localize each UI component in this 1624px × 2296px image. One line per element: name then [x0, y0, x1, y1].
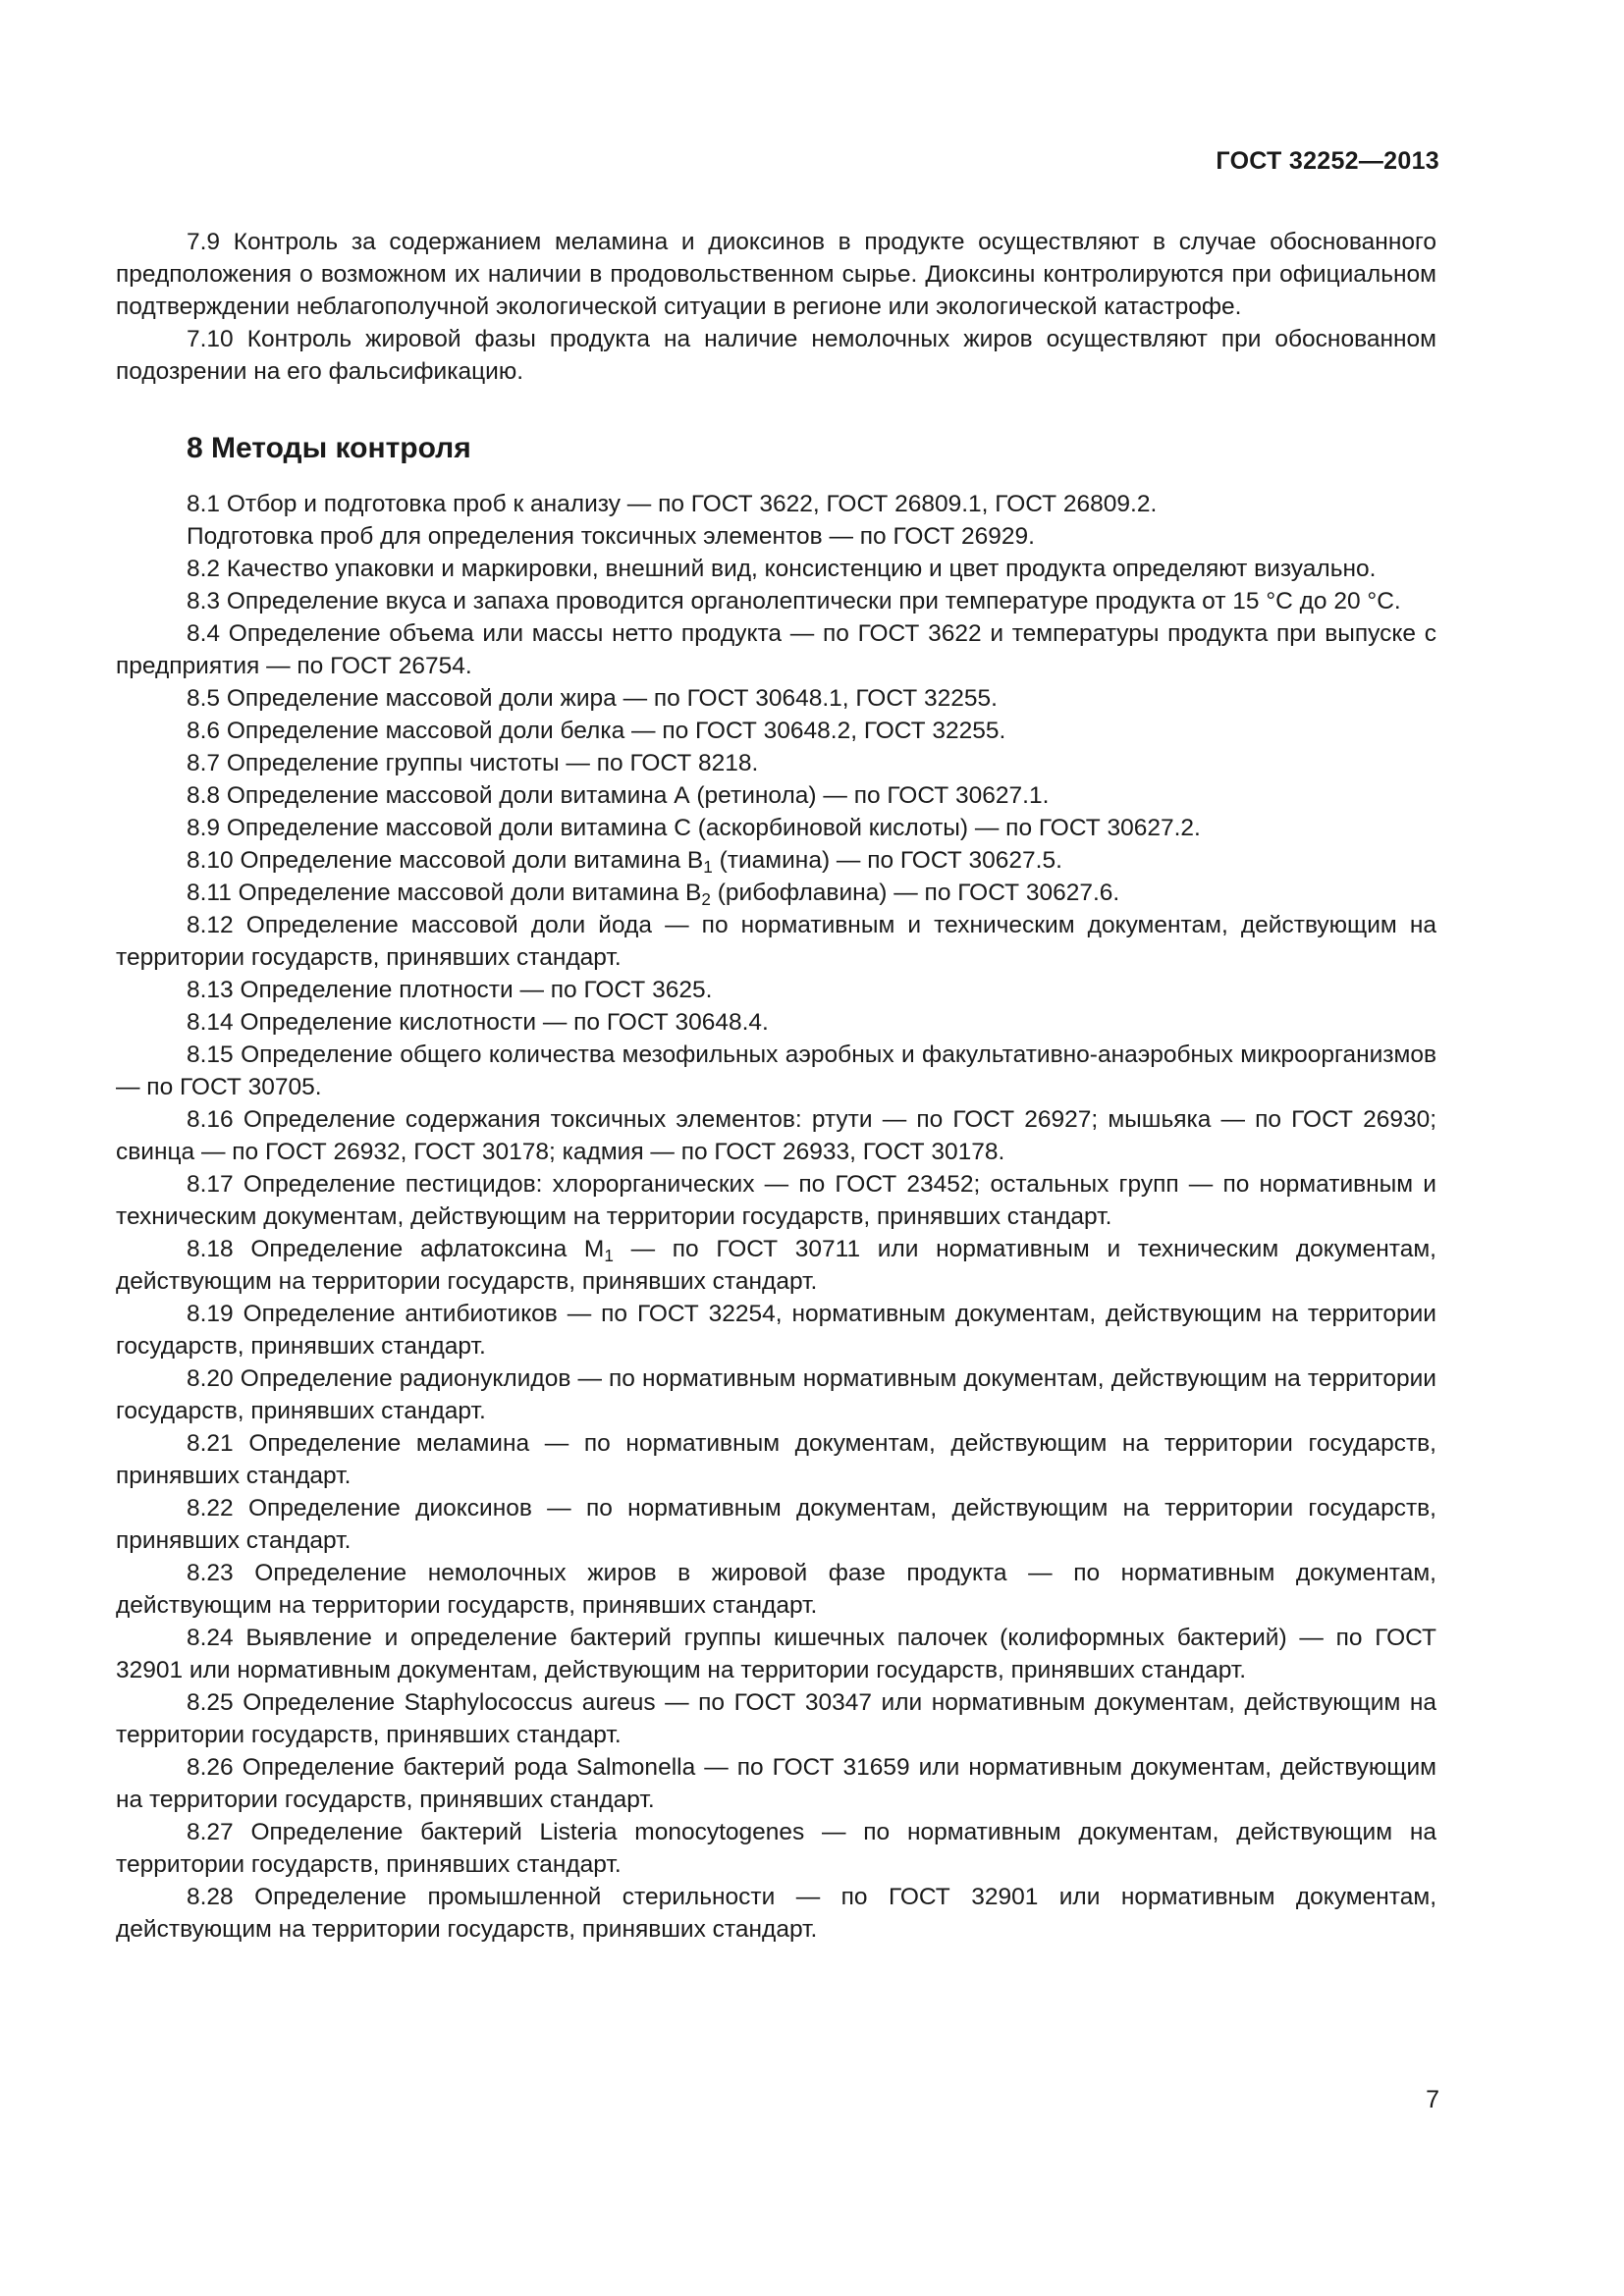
paragraph-8-23: 8.23 Определение немолочных жиров в жировой фазе продукта — по нормативным документам, действующим на территории государств, принявших стандарт. — [116, 1560, 1436, 1619]
vitamin-subscript: 2 — [701, 889, 711, 910]
paragraph-8-10 — [116, 844, 1436, 877]
paragraph-8-9: 8.9 Определение массовой доли витамина С (аскорбиновой кислоты) — по ГОСТ 30627.2. — [187, 815, 1201, 841]
section-heading: 8 Методы контроля — [187, 432, 471, 464]
paragraph-8-1: 8.1 Отбор и подготовка проб к анализу — по ГОСТ 3622, ГОСТ 26809.1, ГОСТ 26809.2. — [187, 491, 1158, 517]
paragraph-8-13: 8.13 Определение плотности — по ГОСТ 3625. — [187, 977, 713, 1003]
paragraph-8-1-sample-prep: Подготовка проб для определения токсичных элементов — по ГОСТ 26929. — [187, 523, 1035, 550]
paragraph-8-7: 8.7 Определение группы чистоты — по ГОСТ 8218. — [187, 750, 759, 776]
paragraph-8-4: 8.4 Определение объема или массы нетто продукта — по ГОСТ 3622 и температуры продукта при выпуске с предприятия — по ГОСТ 26754. — [116, 620, 1436, 679]
paragraph-8-14: 8.14 Определение кислотности — по ГОСТ 30648.4. — [187, 1009, 769, 1036]
paragraph-8-8: 8.8 Определение массовой доли витамина А (ретинола) — по ГОСТ 30627.1. — [187, 782, 1050, 809]
paragraph-8-18 — [116, 1233, 1436, 1298]
paragraph-8-19: 8.19 Определение антибиотиков — по ГОСТ 32254, нормативным документам, действующим на территории государств, принявших стандарт. — [116, 1301, 1436, 1360]
paragraph-8-6: 8.6 Определение массовой доли белка — по ГОСТ 30648.2, ГОСТ 32255. — [187, 718, 1006, 744]
paragraph-8-27: 8.27 Определение бактерий Listeria monocytogenes — по нормативным документам, действующим на территории государств, принявших стандарт. — [116, 1819, 1436, 1878]
page-number: 7 — [1426, 2086, 1439, 2113]
paragraph-8-11-rest: (рибофлавина) — по ГОСТ 30627.6. — [710, 880, 1120, 906]
paragraph-8-11 — [116, 877, 1436, 909]
paragraph-8-15: 8.15 Определение общего количества мезофильных аэробных и факультативно-анаэробных микроорганизмов — по ГОСТ 30705. — [116, 1041, 1436, 1100]
paragraph-7-10: 7.10 Контроль жировой фазы продукта на наличие немолочных жиров осуществляют при обоснованном подозрении на его фальсификацию. — [116, 326, 1436, 385]
paragraph-8-26: 8.26 Определение бактерий рода Salmonella — по ГОСТ 31659 или нормативным документам, действующим на территории государств, принявших стандарт. — [116, 1754, 1436, 1813]
paragraph-8-12: 8.12 Определение массовой доли йода — по нормативным и техническим документам, действующим на территории государств, принявших стандарт. — [116, 912, 1436, 971]
paragraph-8-24: 8.24 Выявление и определение бактерий группы кишечных палочек (колиформных бактерий) — по ГОСТ 32901 или нормативным документам, действующим на территории государств, принявших стандарт. — [116, 1625, 1436, 1683]
paragraph-8-22: 8.22 Определение диоксинов — по нормативным документам, действующим на территории государств, принявших стандарт. — [116, 1495, 1436, 1554]
vitamin-subscript: 1 — [703, 857, 713, 878]
paragraph-8-10-text: 8.10 Определение массовой доли витамина В — [187, 847, 704, 874]
aflatoxin-subscript: 1 — [604, 1246, 614, 1266]
paragraph-8-5: 8.5 Определение массовой доли жира — по ГОСТ 30648.1, ГОСТ 32255. — [187, 685, 998, 712]
paragraph-8-3: 8.3 Определение вкуса и запаха проводится органолептически при температуре продукта от 15 °С до 20 °С. — [187, 588, 1401, 614]
paragraph-8-11-text: 8.11 Определение массовой доли витамина В — [187, 880, 702, 906]
paragraph-8-17: 8.17 Определение пестицидов: хлорорганических — по ГОСТ 23452; остальных групп — по нормативным и техническим документам, действующим на территории государств, принявших стандарт. — [116, 1171, 1436, 1230]
document-code-header: ГОСТ 32252—2013 — [1216, 147, 1439, 175]
paragraph-8-20: 8.20 Определение радионуклидов — по нормативным нормативным документам, действующим на территории государств, принявших стандарт. — [116, 1365, 1436, 1424]
paragraph-8-16: 8.16 Определение содержания токсичных элементов: ртути — по ГОСТ 26927; мышьяка — по ГОСТ 26930; свинца — по ГОСТ 26932, ГОСТ 30178; кадмия — по ГОСТ 26933, ГОСТ 30178. — [116, 1106, 1436, 1165]
paragraph-7-9: 7.9 Контроль за содержанием меламина и диоксинов в продукте осуществляют в случае обоснованного предположения о возможном их наличии в продовольственном сырье. Диоксины контролируются при официальном подтверждении неблагополучной экологической ситуации в регионе или экологической катастрофе. — [116, 229, 1436, 320]
paragraph-8-21: 8.21 Определение меламина — по нормативным документам, действующим на территории государств, принявших стандарт. — [116, 1430, 1436, 1489]
paragraph-8-25: 8.25 Определение Staphylococcus aureus — по ГОСТ 30347 или нормативным документам, действующим на территории государств, принявших стандарт. — [116, 1689, 1436, 1748]
paragraph-8-28: 8.28 Определение промышленной стерильности — по ГОСТ 32901 или нормативным документам, действующим на территории государств, принявших стандарт. — [116, 1884, 1436, 1943]
paragraph-8-18-text: 8.18 Определение афлатоксина М — [187, 1236, 605, 1262]
paragraph-8-10-rest: (тиамина) — по ГОСТ 30627.5. — [712, 847, 1062, 874]
paragraph-8-2: 8.2 Качество упаковки и маркировки, внешний вид, консистенцию и цвет продукта определяют визуально. — [187, 556, 1377, 582]
document-body — [116, 226, 1436, 1946]
paragraph-8-18-rest: — по ГОСТ 30711 или нормативным и техническим документам, действующим на территории государств, принявших стандарт. — [116, 1236, 1436, 1295]
